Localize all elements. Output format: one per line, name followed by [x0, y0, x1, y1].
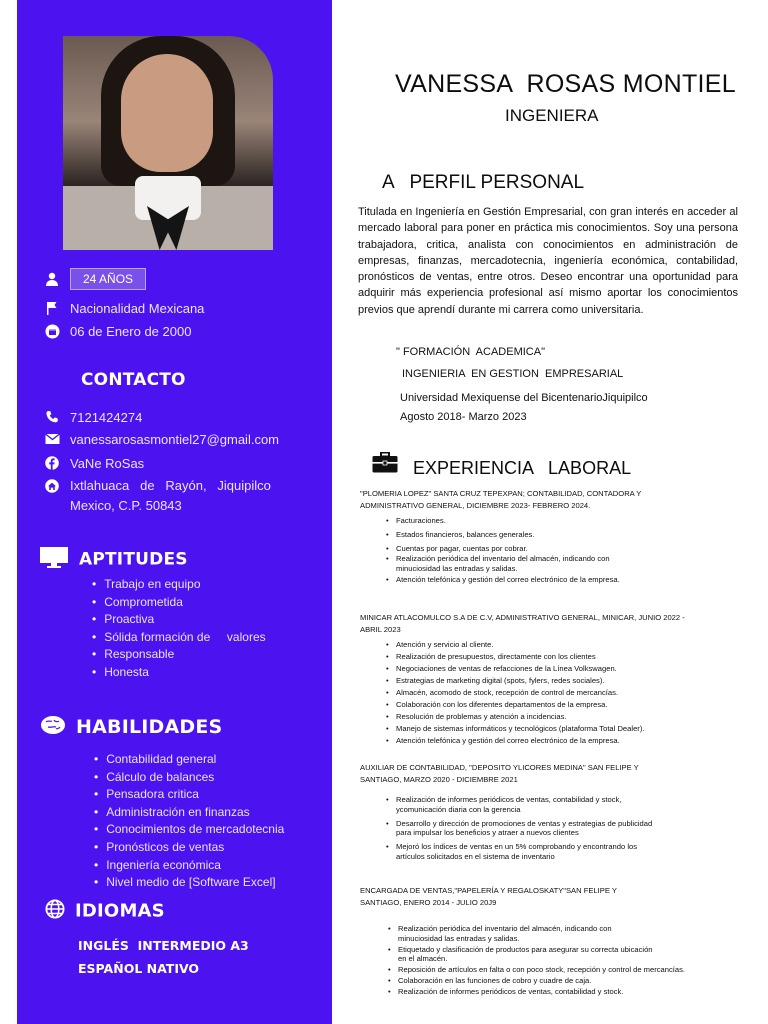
brain-icon [40, 715, 66, 740]
profile-text: Titulada en Ingeniería en Gestión Empresarial, con gran interés en acceder al mercado laboral para poner en práctica mis conocimientos. Soy una persona trabajadora, critica, analista con conocimientos en administración de empresas, finanzas, mercadotecnia, ingeniería económica, contabilidad, pronósticos de ventas, entre otros. Deseo encontrar una oportunidad para adquirir más experiencia profesional así mismo aportar los conocimientos previos que aprendí durante mi carrera como universitaria. [358, 206, 738, 316]
job-1-title: "PLOMERIA LOPEZ" SANTA CRUZ TEPEXPAN; CONTABILIDAD, CONTADORA Y ADMINISTRATIVO GENERAL, DICIEMBRE 2023- FEBRERO 2024. [360, 489, 642, 510]
facebook-name[interactable]: VaNe RoSas [70, 455, 145, 471]
briefcase-icon [372, 452, 398, 473]
list-item: • Sólida formación de valores [92, 629, 266, 647]
list-item: • Realización de presupuestos, directamente con los clientes [386, 652, 686, 662]
contact-heading: CONTACTO [81, 370, 186, 390]
aptitudes-list [92, 576, 266, 682]
list-item: • Desarrollo y dirección de promociones de ventas y estrategias de publicidad para impulsar los beneficios y atraer a nuevos clientes [386, 819, 661, 839]
list-item: • Manejo de sistemas informáticos y tecnológicos (plataforma Total Dealer). [386, 724, 686, 734]
education-dates: Agosto 2018- Marzo 2023 [400, 411, 527, 423]
phone-number[interactable]: 7121424274 [70, 409, 143, 425]
list-item: • Estrategias de marketing digital (spots, fylers, redes sociales). [386, 676, 686, 686]
address-row [44, 478, 289, 516]
list-item: • Cálculo de balances [94, 769, 284, 787]
monitor-icon [39, 546, 69, 573]
nationality-row [44, 300, 204, 316]
phone-icon [44, 409, 60, 425]
home-icon [44, 478, 60, 494]
list-item: • Realización periódica del inventario del almacén, indicando con minuciosidad las entradas y salidas. [386, 554, 646, 574]
language-english: INGLÉS INTERMEDIO A3 [78, 938, 249, 953]
list-item: • Proactiva [92, 611, 266, 629]
flag-icon [44, 300, 60, 316]
list-item: • Nivel medio de [Software Excel] [94, 874, 284, 892]
list-item: • Realización de informes periódicos de ventas, contabilidad y stock, ycomunicación diaria con la gerencia [386, 795, 661, 815]
idiomas-title: IDIOMAS [75, 900, 165, 922]
calendar-icon [44, 323, 60, 339]
list-item: • Realización de informes periódicos de ventas, contabilidad y stock. [388, 987, 688, 997]
list-item: • Atención telefónica y gestión del correo electrónico de la empresa. [386, 736, 686, 746]
age-badge: 24 AÑOS [70, 268, 146, 290]
list-item: • Mejoró los índices de ventas en un 5% comprobando y encontrando los artículos solicitados en el sistema de inventario [386, 842, 661, 862]
job-4-title: ENCARGADA DE VENTAS,"PAPELERÍA Y REGALOSKATY"SAN FELIPE Y SANTIAGO, ENERO 2014 - JULIO 20J9 [360, 886, 617, 907]
list-item: • Administración en finanzas [94, 804, 284, 822]
list-item: • Pronósticos de ventas [94, 839, 284, 857]
list-item: • Conocimientos de mercadotecnia [94, 821, 284, 839]
list-item: • Comprometida [92, 594, 266, 612]
list-item: • Cuentas por pagar, cuentas por cobrar. [386, 544, 646, 554]
job-1-duties [386, 516, 646, 585]
idiomas-heading [45, 899, 165, 924]
globe-icon [45, 899, 65, 924]
list-item: • Pensadora critica [94, 786, 284, 804]
list-item: • Contabilidad general [94, 751, 284, 769]
list-item: • Responsable [92, 646, 266, 664]
list-item: • Almacén, acomodo de stock, recepción de control de mercancías. [386, 688, 686, 698]
list-item: • Estados financieros, balances generales. [386, 530, 646, 540]
list-item: • Atención y servicio al cliente. [386, 640, 686, 650]
list-item: • Negociaciones de ventas de refacciones de la Línea Volkswagen. [386, 664, 686, 674]
email-address[interactable]: vanessarosasmontiel27@gmail.com [70, 431, 280, 447]
profile-photo [63, 36, 273, 250]
list-item: • Honesta [92, 664, 266, 682]
address-line-1: Ixtlahuaca de Rayón, Jiquipilco [70, 478, 271, 493]
facebook-row [44, 455, 144, 471]
birthdate-row [44, 323, 191, 339]
list-item: • Colaboración con los diferentes departamentos de la empresa. [386, 700, 686, 710]
habilidades-list [94, 751, 284, 892]
list-item: • Resolución de problemas y atención a incidencias. [386, 712, 686, 722]
facebook-icon [44, 455, 60, 471]
job-2-duties [386, 640, 686, 746]
user-icon [44, 271, 60, 287]
email-row [44, 431, 279, 447]
list-item: • Ingeniería económica [94, 857, 284, 875]
list-item: • Reposición de artículos en falta o con poco stock, recepción y control de mercancías. [388, 965, 688, 975]
education-degree: INGENIERIA EN GESTION EMPRESARIAL [402, 368, 624, 380]
habilidades-title: HABILIDADES [76, 716, 223, 738]
list-item: • Realización periódica del inventario del almacén, indicando con minuciosidad las entradas y salidas. [388, 924, 643, 944]
full-name: VANESSA ROSAS MONTIEL [395, 70, 736, 98]
list-item: • Etiquetado y clasificación de productos para asegurar su correcta ubicación en el almacén. [388, 945, 653, 965]
job-title: INGENIERA [505, 106, 599, 125]
job-3-title: AUXILIAR DE CONTABILIDAD, "DEPOSITO YLICORES MEDINA" SAN FELIPE Y SANTIAGO, MARZO 2020 - DICIEMBRE 2021 [360, 763, 639, 784]
nationality: Nacionalidad Mexicana [70, 300, 205, 316]
list-item: • Atención telefónica y gestión del correo electrónico de la empresa. [386, 575, 626, 585]
job-3-duties [386, 795, 661, 862]
birthdate: 06 de Enero de 2000 [70, 323, 192, 339]
job-2-title: MINICAR ATLACOMULCO S.A DE C.V, ADMINISTRATIVO GENERAL, MINICAR, JUNIO 2022 - ABRIL 2023 [360, 613, 685, 634]
job-4-duties [388, 924, 688, 997]
aptitudes-heading [39, 546, 188, 573]
experience-heading: EXPERIENCIA LABORAL [413, 458, 632, 478]
list-item: • Trabajo en equipo [92, 576, 266, 594]
envelope-icon [44, 431, 60, 447]
habilidades-heading [40, 715, 222, 740]
list-item: • Colaboración en las funciones de cobro y cuadre de caja. [388, 976, 688, 986]
address-line-2: Mexico, C.P. 50843 [70, 498, 182, 513]
education-school: Universidad Mexiquense del BicentenarioJiquipilco [400, 392, 648, 404]
list-item: • Facturaciones. [386, 516, 646, 526]
aptitudes-title: APTITUDES [79, 549, 188, 570]
phone-row [44, 409, 142, 425]
education-heading: " FORMACIÓN ACADEMICA" [396, 346, 545, 358]
profile-heading: A PERFIL PERSONAL [382, 172, 585, 193]
language-spanish: ESPAÑOL NATIVO [78, 961, 200, 976]
age-row [44, 268, 146, 290]
